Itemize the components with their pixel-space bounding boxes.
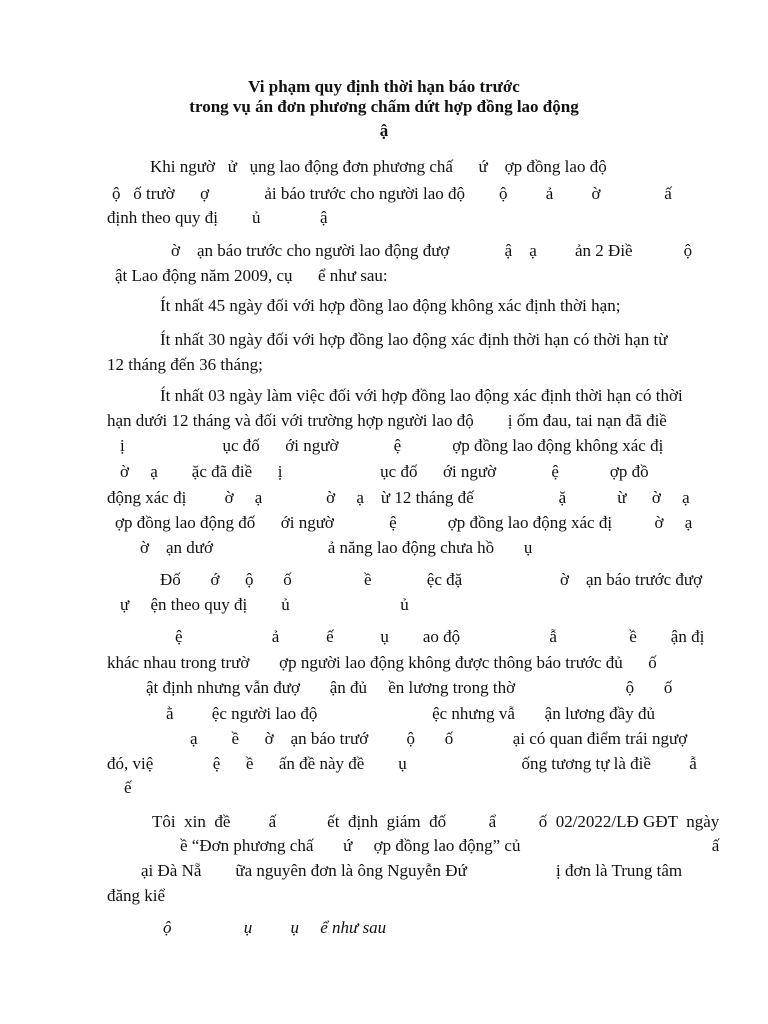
paragraph-7-line-7: ế bbox=[124, 778, 132, 797]
paragraph-5-line-3: ị ục đố ới ngườ ệ ợp đồng lao động không xác đị bbox=[120, 436, 664, 455]
paragraph-5-line-7: ờ ạn dướ ả năng lao động chưa hồ ụ bbox=[140, 538, 533, 557]
paragraph-4-line-1: Ít nhất 30 ngày đối với hợp đồng lao động xác định thời hạn có thời hạn từ bbox=[160, 330, 668, 349]
paragraph-8-line-2: ề “Đơn phương chấ ứ ợp đồng lao động” củ ấ bbox=[180, 836, 720, 855]
paragraph-7-line-5: ạ ề ờ ạn báo trướ ộ ố ại có quan điểm trái ngượ bbox=[190, 729, 688, 748]
paragraph-7-line-2: khác nhau trong trườ ợp người lao động không được thông báo trước đủ ố bbox=[107, 653, 657, 672]
document-title-line-3: ậ bbox=[379, 121, 389, 140]
paragraph-8-line-3: ại Đà Nẵ ữa nguyên đơn là ông Nguyễn Đứ ị đơn là Trung tâm bbox=[141, 861, 683, 880]
paragraph-1-line-3: định theo quy đị ủ ậ bbox=[107, 208, 328, 227]
paragraph-1-line-2: ộ ố trườ ợ ải báo trước cho người lao độ ộ ả ờ ấ bbox=[112, 184, 672, 203]
paragraph-7-line-1: ệ ả ế ụ ao độ ẫ ề ận đị bbox=[175, 627, 705, 646]
paragraph-2-line-1: ờ ạn báo trước cho người lao động đượ ậ ạ ản 2 Điề ộ bbox=[171, 241, 693, 260]
paragraph-5-line-1: Ít nhất 03 ngày làm việc đối với hợp đồng lao động xác định thời hạn có thời bbox=[160, 386, 683, 405]
paragraph-6-line-1: Đố ớ ộ ố ề ệc đặ ờ ạn báo trước đượ bbox=[160, 570, 703, 589]
paragraph-5-line-5: động xác đị ờ ạ ờ ạ ừ 12 tháng đế ặ ừ ờ ạ bbox=[107, 488, 690, 507]
paragraph-7-line-4: ằ ệc người lao độ ệc nhưng vẫ ận lương đầy đủ bbox=[166, 704, 655, 723]
paragraph-8-line-1: Tôi xin đề ấ ết định giám đố ẩ ố 02/2022/LĐ GĐT ngày bbox=[152, 812, 720, 831]
paragraph-4-line-2: 12 tháng đến 36 tháng; bbox=[107, 355, 263, 374]
paragraph-6-line-2: ự ện theo quy đị ủ ủ bbox=[120, 595, 409, 614]
paragraph-3-line-1: Ít nhất 45 ngày đối với hợp đồng lao động không xác định thời hạn; bbox=[160, 296, 621, 315]
paragraph-9-heading: ộ ụ ụ ể như sau bbox=[163, 918, 387, 937]
paragraph-5-line-4: ờ ạ ặc đã điề ị ục đố ới ngườ ệ ợp đồ bbox=[120, 462, 649, 481]
document-title-line-1: Vi phạm quy định thời hạn báo trước bbox=[248, 77, 520, 96]
paragraph-5-line-6: ợp đồng lao động đố ới ngườ ệ ợp đồng lao động xác đị ờ ạ bbox=[115, 513, 693, 532]
paragraph-2-line-2: ật Lao động năm 2009, cụ ể như sau: bbox=[115, 266, 388, 285]
paragraph-7-line-3: ật định nhưng vẫn đượ ận đủ ền lương trong thờ ộ ố bbox=[146, 678, 673, 697]
paragraph-8-line-4: đăng kiể bbox=[107, 886, 166, 905]
paragraph-7-line-6: đó, việ ệ ề ấn đề này đề ụ ống tương tự là điề ẫ bbox=[107, 754, 697, 773]
paragraph-5-line-2: hạn dưới 12 tháng và đối với trường hợp người lao độ ị ốm đau, tai nạn đã điề bbox=[107, 411, 667, 430]
document-title-line-2: trong vụ án đơn phương chấm dứt hợp đồng lao động bbox=[189, 97, 579, 116]
paragraph-1-line-1: Khi ngườ ử ụng lao động đơn phương chấ ứ ợp đồng lao độ bbox=[150, 157, 607, 176]
